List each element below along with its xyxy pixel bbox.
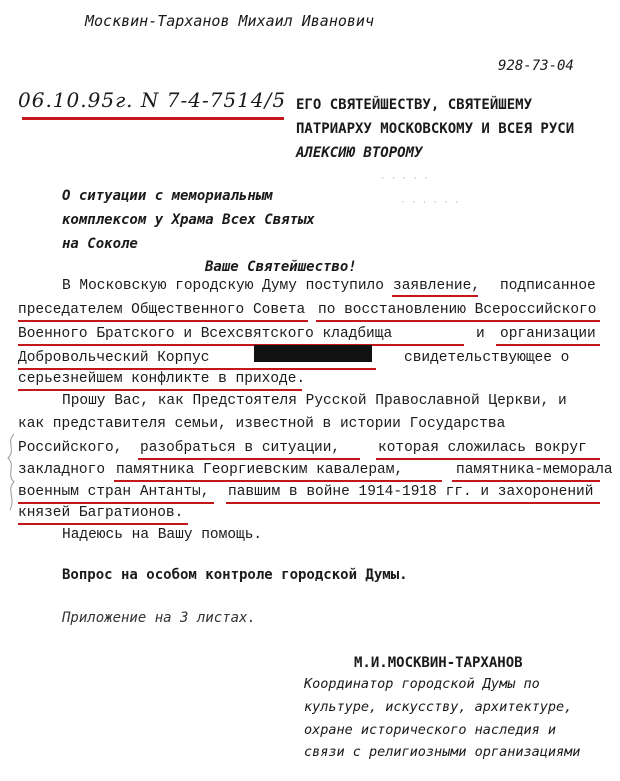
- control-line: Вопрос на особом контроле городской Думы.: [62, 567, 408, 583]
- underline: [18, 523, 188, 525]
- p2-line-4a: закладного: [18, 462, 106, 478]
- redaction-block: [254, 345, 372, 362]
- phone-number: 928-73-04: [498, 58, 574, 74]
- p1-line-1a: В Московскую городскую Думу поступило: [62, 278, 384, 294]
- addressee-line-1: ЕГО СВЯТЕЙШЕСТВУ, СВЯТЕЙШЕМУ: [296, 97, 533, 113]
- p1-line-3c: организации: [500, 326, 596, 342]
- p2-line-3b: разобраться в ситуации,: [140, 440, 341, 456]
- p2-line-3a: Российского,: [18, 440, 123, 456]
- signature-name: М.И.МОСКВИН-ТАРХАНОВ: [354, 655, 523, 671]
- signature-title-2: культуре, искусству, архитектуре,: [304, 699, 573, 715]
- p2-line-4b: памятника Георгиевским кавалерам,: [116, 462, 404, 478]
- closing-line: Надеюсь на Вашу помощь.: [62, 527, 263, 543]
- p1-line-2b: по восстановлению Всероссийского: [318, 302, 597, 318]
- p1-line-5: серьезнейшем конфликте в приходе.: [18, 371, 306, 387]
- underline: [18, 389, 302, 391]
- underline: [452, 480, 600, 482]
- margin-bracket-mark: [4, 432, 18, 512]
- underline: [18, 368, 376, 370]
- p1-line-3b: и: [476, 326, 485, 342]
- subject-line-2: комплексом у Храма Всех Святых: [62, 212, 315, 228]
- addressee-line-3: АЛЕКСИЮ ВТОРОМУ: [296, 145, 423, 161]
- underline: [496, 344, 600, 346]
- p1-line-3a: Военного Братского и Всехсвятского кладбища: [18, 326, 393, 342]
- signature-title-4: связи с религиозными организациями: [304, 744, 581, 760]
- p1-line-4a: Добровольческий Корпус: [18, 350, 210, 366]
- signature-title-3: охране исторического наследия и: [304, 722, 556, 738]
- underline: [138, 458, 360, 460]
- p1-line-4b: свидетельствующее о: [404, 350, 570, 366]
- p2-line-4c: памятника-меморала: [456, 462, 613, 478]
- underline: [18, 502, 214, 504]
- underline: [18, 344, 464, 346]
- p2-line-5b: павшим в войне 1914-1918 гг. и захоронений: [228, 484, 594, 500]
- subject-line-3: на Соколе: [62, 236, 138, 252]
- p2-line-2: как представителя семьи, известной в истории Государства: [18, 416, 506, 432]
- author-line: Москвин-Тарханов Михаил Иванович: [85, 12, 374, 30]
- p2-line-5a: военным стран Антанты,: [18, 484, 210, 500]
- handwritten-registration: 06.10.95г. N 7-4-7514/5: [18, 88, 287, 112]
- underline: [226, 502, 600, 504]
- p2-line-3c: которая сложилась вокруг: [378, 440, 587, 456]
- attachment-line: Приложение на 3 листах.: [62, 610, 256, 626]
- p2-line-1: Прошу Вас, как Предстоятеля Русской Православной Церкви, и: [62, 393, 567, 409]
- salutation: Ваше Святейшество!: [205, 259, 357, 275]
- faint-stamp-mark: · · · · · ·: [400, 198, 460, 208]
- underline: [18, 320, 308, 322]
- underline: [376, 458, 600, 460]
- addressee-line-2: ПАТРИАРХУ МОСКОВСКОМУ И ВСЕЯ РУСИ: [296, 121, 575, 137]
- faint-stamp-mark: · · · · ·: [380, 174, 429, 184]
- p1-line-1c: подписанное: [500, 278, 596, 294]
- underline: [114, 480, 442, 482]
- subject-line-1: О ситуации с мемориальным: [62, 188, 273, 204]
- p1-line-1b: заявление,: [393, 278, 481, 294]
- signature-title-1: Координатор городской Думы по: [304, 676, 540, 692]
- reg-underline: [22, 117, 284, 120]
- p2-line-6: князей Багратионов.: [18, 505, 184, 521]
- underline: [392, 295, 478, 297]
- underline: [316, 320, 600, 322]
- p1-line-2a: преседателем Общественного Совета: [18, 302, 306, 318]
